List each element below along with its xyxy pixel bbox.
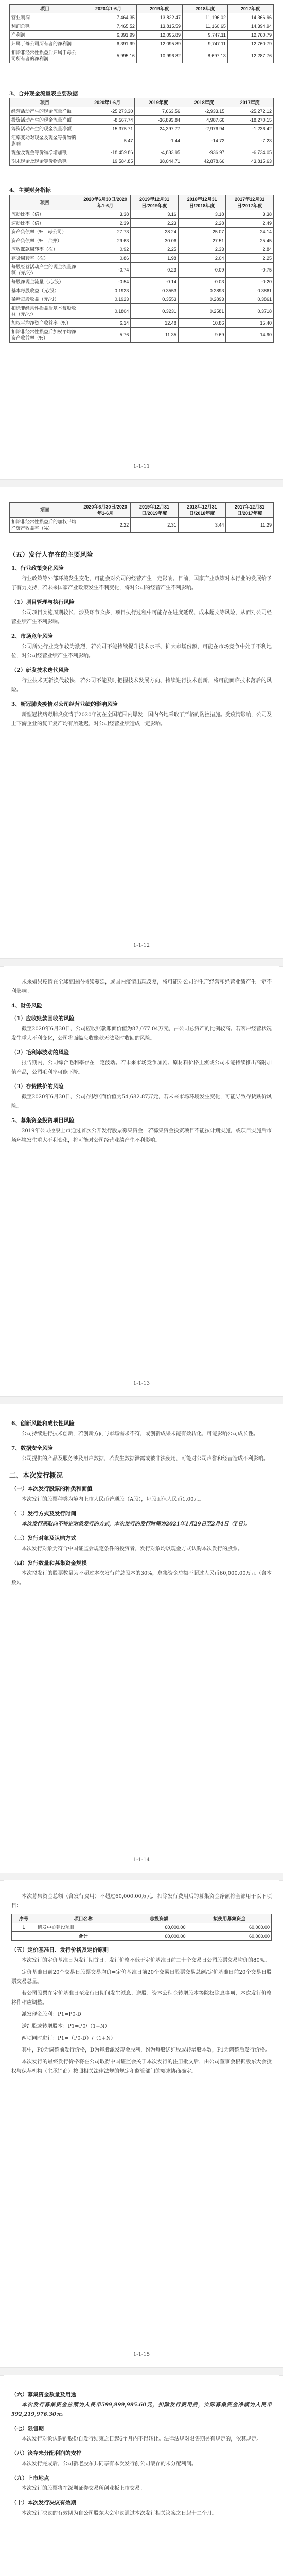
table-row xyxy=(10,107,274,116)
table-row xyxy=(10,245,274,254)
table-cell: 9,747.11 xyxy=(183,31,228,40)
subsection-heading: （2）毛利率波动的风险 xyxy=(11,1049,69,1056)
body-paragraph: 本次发行募集资金总额为人民币599,999,995.60元，扣除发行费用后，实际募集资金净额为人民币592,219,976.30元。 xyxy=(11,2402,272,2417)
table-header-cell: 2018年度 xyxy=(183,5,228,13)
body-paragraph: 截至2020年6月30日，公司应收账款账面价值为87,077.04万元，占公司总资产的比例较高。若客户经营状况发生重大不利变化，公司将面临应收账款无法及时收回的风险。 xyxy=(11,1026,272,1041)
table-cell: 60,000.00 xyxy=(187,1932,272,1941)
table-cell xyxy=(12,1932,36,1941)
subsection-heading: （七）限售期 xyxy=(11,2426,44,2432)
table-header-cell: 2018年度 xyxy=(182,98,226,107)
body-paragraph: 本次发行的股票将在深圳证券交易所创业板上市交易。 xyxy=(22,2486,145,2492)
body-paragraph: 公司项目实施周期较长，涉及环节众多，项目执行过程中可能存在进度延误、成本超支等风险，从而对公司经营业绩产生不利影响。 xyxy=(11,610,272,625)
table-cell: 27.51 xyxy=(178,236,226,245)
table-cell: -0.20 xyxy=(226,278,274,286)
subsection-heading: 5、募集资金投资项目风险 xyxy=(11,1117,75,1124)
table-header-cell: 拟使用募集资金 xyxy=(187,1914,272,1923)
document-page-4 xyxy=(4,1404,279,1873)
table-row xyxy=(10,263,274,278)
table-cell: 现金及现金等价物净增加额 xyxy=(10,148,80,157)
table-cell: 研发中心建设项目 xyxy=(36,1923,131,1932)
table-cell: 3.16 xyxy=(131,210,179,219)
table-cell: 0.86 xyxy=(80,254,131,263)
table-header-row xyxy=(10,503,274,518)
subsection-heading: （1）应收账款回收的风险 xyxy=(11,1015,75,1022)
document-page-5 xyxy=(4,1880,279,2367)
table-row xyxy=(10,304,274,319)
subsection-heading: （十）本次发行决议有效期 xyxy=(11,2500,76,2506)
document-page-2 xyxy=(4,487,279,958)
table-cell: 投资活动产生的现金流量净额 xyxy=(10,116,80,125)
table-row xyxy=(10,254,274,263)
table-cell: 流动比率（倍） xyxy=(10,210,80,219)
table-cell: 每股经营活动产生的现金流量净额（元/股） xyxy=(10,263,80,278)
page-separator xyxy=(0,2367,283,2376)
table-row xyxy=(10,48,274,63)
table-header-cell: 项目 xyxy=(10,503,80,518)
formula-line: 送红股或转增股本：P1=P0/（1+N） xyxy=(22,2024,110,2029)
table-cell: 应收账款周转率（次） xyxy=(10,245,80,254)
table-cell: 2.22 xyxy=(80,518,131,533)
table-row xyxy=(10,22,274,31)
table-cell: 9,747.11 xyxy=(183,40,228,48)
subsection-heading: （五）定价基准日、发行价格及定价原则 xyxy=(11,1947,109,1953)
table-cell: 5.76 xyxy=(80,328,131,343)
table-cell: 0.92 xyxy=(80,245,131,254)
body-paragraph: 本次募集资金总额（含发行费用）不超过60,000.00万元，扣除发行费用后的募集资金净额将全部用于以下项目： xyxy=(11,1894,272,1909)
table-cell: 2.25 xyxy=(226,254,274,263)
table-cell: 期末现金及现金等价物余额 xyxy=(10,157,80,166)
table-cell: 12.48 xyxy=(131,319,179,328)
body-paragraph: 本次发行的股票种类为境内上市人民币普通股（A股），每股面值人民币1.00元。 xyxy=(22,1497,204,1502)
table-cell: 25.07 xyxy=(178,228,226,236)
table-row xyxy=(12,1932,272,1941)
table-header-cell: 2019年12月31日/2019年度 xyxy=(131,195,179,210)
table-cell: 2.04 xyxy=(178,254,226,263)
table-cell: 60,000.00 xyxy=(187,1923,272,1932)
body-paragraph: 本次发行对象为符合中国证监会规定条件的投资者，发行对象均以现金方式认购本次发行的股票。 xyxy=(22,1546,243,1552)
table-cell: 1 xyxy=(12,1923,36,1932)
table-cell: 6.14 xyxy=(80,319,131,328)
table-header-cell: 2019年度 xyxy=(136,5,182,13)
body-paragraph: 本次拟发行的股票数量为不超过本次发行前总股本的30%，募集资金总额不超过人民币60,000.00万元（含本数）。 xyxy=(11,1571,272,1586)
body-paragraph: 未来如果疫情在全球范围内持续蔓延，或国内疫情出现反复，将可能对公司的生产经营和经营业绩产生一定不利影响。 xyxy=(11,979,272,994)
subsection-heading: （1）项目管理与执行风险 xyxy=(11,599,75,605)
body-paragraph: 公司所处行业竞争较为激烈，若公司不能持续提升技术水平、扩大市场份额，可能在市场竞争中处于不利地位，对公司经营业绩产生不利影响。 xyxy=(11,644,272,659)
table-cell: 24,397.77 xyxy=(135,125,182,133)
table-header-cell: 项目 xyxy=(10,98,80,107)
table-cell: 合计 xyxy=(36,1932,131,1941)
roe-table xyxy=(9,502,274,533)
table-header-cell: 总投资额 xyxy=(131,1914,187,1923)
table-cell: 42,878.66 xyxy=(182,157,226,166)
table-header-cell: 序号 xyxy=(12,1914,36,1923)
subsection-heading: 3、新冠肺炎疫情对公司经营业绩的影响风险 xyxy=(11,701,118,707)
table-cell: 11,196.02 xyxy=(183,13,228,22)
page-number: 1-1-14 xyxy=(133,1857,150,1863)
table-cell: 12,760.79 xyxy=(227,31,273,40)
table-cell: 13,822.47 xyxy=(136,13,182,22)
table-row xyxy=(10,295,274,304)
body-paragraph: 新型冠状病毒肺炎疫情于2020年初在全国范围内爆发，国内各地采取了严格的防控措施。受疫情影响，公司及上下游企业的复工复产均有所延迟，对公司经营业绩造成一定影响。 xyxy=(11,712,272,727)
body-paragraph: 行业政策等外部环境发生变化，可能会对公司的经营产生一定影响。目前，国家产业政策对本行业的发展给予了有力支持，若未来国家产业政策发生不利变化，将对公司的经营产生不利影响。 xyxy=(11,576,272,591)
page-separator xyxy=(0,1873,283,1881)
table-cell: -18,459.86 xyxy=(80,148,135,157)
table-cell: 43,815.63 xyxy=(226,157,274,166)
table-cell: -1.44 xyxy=(135,133,182,148)
table-header-cell: 2019年度 xyxy=(135,98,182,107)
table-cell: 29.63 xyxy=(80,236,131,245)
table-row xyxy=(10,278,274,286)
table-header-row xyxy=(10,5,274,13)
table-header-cell: 2017年度 xyxy=(227,5,273,13)
table-row xyxy=(10,210,274,219)
table-cell: -4,833.95 xyxy=(135,148,182,157)
table-cell: -0.74 xyxy=(80,263,131,278)
income-statement-table xyxy=(9,4,274,63)
table-cell: 资产负债率（%，合并） xyxy=(10,236,80,245)
table-header-cell: 2018年12月31日/2018年度 xyxy=(178,503,226,518)
table-row xyxy=(10,236,274,245)
table-cell: 扣除非经常性损益后加权平均净资产收益率（%） xyxy=(10,328,80,343)
table-cell: 12,287.76 xyxy=(227,48,273,63)
financial-indicators-table xyxy=(9,195,274,343)
table-cell: 15.40 xyxy=(226,319,274,328)
table-cell: 9.69 xyxy=(178,328,226,343)
table-header-cell: 2017年12月31日/2017年度 xyxy=(226,195,274,210)
table-cell: 筹资活动产生的现金流量净额 xyxy=(10,125,80,133)
table-cell: -0.14 xyxy=(131,278,179,286)
table-cell: 0.1923 xyxy=(80,286,131,295)
table-cell: 2.31 xyxy=(131,518,179,533)
page-separator xyxy=(0,958,283,967)
document-page-1 xyxy=(4,0,279,479)
table-header-cell: 2020年1-6月 xyxy=(80,5,137,13)
body-paragraph: 公司持续进行技术创新，若创新方向与市场需求不符，或创新成果未能有效转化，可能影响公司成长性。 xyxy=(22,1431,258,1437)
table-cell: 归属于母公司所有者的净利润 xyxy=(10,40,80,48)
table-row xyxy=(10,328,274,343)
table-row xyxy=(10,13,274,22)
table-cell: 0.1923 xyxy=(80,295,131,304)
table-cell: 11,160.65 xyxy=(183,22,228,31)
body-paragraph: 本次发行采取向不特定对象发行的方式，本次发行的发行时间为2021年1月29日至2月4日（T日）。 xyxy=(22,1521,251,1527)
table-cell: 2.23 xyxy=(131,219,179,228)
table-cell: 5,995.16 xyxy=(80,48,137,63)
table-cell: 12,760.79 xyxy=(227,40,273,48)
table-row xyxy=(10,286,274,295)
table-cell: 12,095.89 xyxy=(136,40,182,48)
subsection-heading: 2、市场竞争风险 xyxy=(11,633,53,639)
body-paragraph: 本次发行决议的有效期为自公司股东大会审议通过本次发行相关议案之日起十二个月。 xyxy=(22,2511,217,2516)
table-cell: 13,815.59 xyxy=(136,22,182,31)
table-row xyxy=(10,518,274,533)
table-cell: -8,567.74 xyxy=(80,116,135,125)
table-cell: 加权平均净资产收益率（%） xyxy=(10,319,80,328)
table-header-cell: 2020年6月30日/2020年1-6月 xyxy=(80,195,131,210)
table-cell: 19,584.85 xyxy=(80,157,135,166)
table-header-row xyxy=(12,1914,272,1923)
table-cell: 营业利润 xyxy=(10,13,80,22)
table-cell: 0.3553 xyxy=(131,286,179,295)
table-row xyxy=(10,157,274,166)
table-cell: 扣除非经常性损益后归属于母公司所有者的净利润 xyxy=(10,48,80,63)
table-cell: 2.33 xyxy=(178,245,226,254)
table-cell: 27.73 xyxy=(80,228,131,236)
table-header-row xyxy=(10,98,274,107)
table-cell: 25.45 xyxy=(226,236,274,245)
table-cell: -25,272.12 xyxy=(226,107,274,116)
table-cell: 7,663.56 xyxy=(135,107,182,116)
table-cell: 15,375.71 xyxy=(80,125,135,133)
body-paragraph: 本次发行对象认购的股份自发行结束之日起6个月内不得转让。法律法规对限售期另有规定的，依其规定。 xyxy=(22,2436,262,2442)
subsection-heading: （一）本次发行股票的种类和面值 xyxy=(11,1486,93,1492)
table-row xyxy=(10,125,274,133)
table-row xyxy=(10,219,274,228)
table-cell: -0.03 xyxy=(178,278,226,286)
table-cell: -18,270.15 xyxy=(226,116,274,125)
table-cell: 0.2581 xyxy=(178,304,226,319)
page-separator xyxy=(0,1396,283,1404)
table-cell: 11.29 xyxy=(226,518,274,533)
table-cell: -7.23 xyxy=(226,133,274,148)
table-cell: 10,996.82 xyxy=(136,48,182,63)
table-row xyxy=(10,148,274,157)
table-cell: 10.86 xyxy=(178,319,226,328)
body-paragraph: 本次发行的定价基准日为发行期首日。发行价格不低于定价基准日前二十个交易日公司股票交易均价的80%。 xyxy=(22,1958,270,1963)
table-cell: -36,893.84 xyxy=(135,116,182,125)
table-cell: 经营活动产生的现金流量净额 xyxy=(10,107,80,116)
body-paragraph: 报告期内，公司综合毛利率存在一定波动。若未来市场竞争加剧、原材料价格上涨或公司未能持续推出高附加值产品，公司毛利率可能下降。 xyxy=(11,1060,272,1075)
subsection-heading: （二）发行方式及发行时间 xyxy=(11,1511,76,1517)
formula-line: 派发现金股利：P1=P0-D xyxy=(22,2012,81,2018)
table-cell: 28.24 xyxy=(131,228,179,236)
table-cell: 60,000.00 xyxy=(131,1923,187,1932)
table-cell: 5.47 xyxy=(80,133,135,148)
table-header-cell: 项目名称 xyxy=(36,1914,131,1923)
table-cell: 2.39 xyxy=(80,219,131,228)
page-number: 1-1-13 xyxy=(133,1381,150,1386)
table-cell: 38,044.71 xyxy=(135,157,182,166)
document-page-6 xyxy=(4,2375,279,2576)
subsection-heading: （三）发行对象及认购方式 xyxy=(11,1535,76,1541)
table-cell: 扣除非经常性损益后的加权平均净资产收益率（%） xyxy=(10,518,80,533)
subsection-heading: 1、行业政策变化风险 xyxy=(11,565,64,571)
table-cell: 存货周转率（次） xyxy=(10,254,80,263)
body-paragraph: 本次发行完成后，公司新老股东共同享有本次发行前公司滚存的未分配利润。 xyxy=(22,2461,197,2467)
table-cell: 30.06 xyxy=(131,236,179,245)
table-cell: 14,394.94 xyxy=(227,22,273,31)
table-cell: 资产负债率（%，母公司） xyxy=(10,228,80,236)
table-cell: -25,273.30 xyxy=(80,107,135,116)
table-cell: 0.3553 xyxy=(131,295,179,304)
subsection-heading: （六）募集资金数量及用途 xyxy=(11,2392,76,2398)
table-header-cell: 项目 xyxy=(10,195,80,210)
formula-line: 两项同时进行：P1=（P0-D）/（1+N） xyxy=(22,2036,116,2041)
page-number: 1-1-11 xyxy=(133,464,150,469)
table-header-cell: 2017年12月31日/2017年度 xyxy=(226,503,274,518)
cash-flow-table xyxy=(9,98,274,166)
table-cell: 利润总额 xyxy=(10,22,80,31)
table-cell: 净利润 xyxy=(10,31,80,40)
body-paragraph: 截至2020年6月30日，公司存货账面价值为54,682.87万元，若未来市场环境发生变化，可能导致存货跌价风险。 xyxy=(11,1094,272,1109)
table-row xyxy=(10,31,274,40)
table-cell: 0.3861 xyxy=(226,295,274,304)
table-cell: 2.49 xyxy=(226,219,274,228)
table-cell: 12,095.89 xyxy=(136,31,182,40)
table-row xyxy=(10,228,274,236)
table-cell: 基本每股收益（元/股） xyxy=(10,286,80,295)
table-cell: 14,366.96 xyxy=(227,13,273,22)
table-cell: -2,976.94 xyxy=(182,125,226,133)
subsection-heading: （九）上市地点 xyxy=(11,2475,49,2481)
body-paragraph: 定价基准日前20个交易日股票交易均价=定价基准日前20个交易日股票交易总额/定价基准日前20个交易日股票交易总量。 xyxy=(11,1970,272,1985)
page-number: 1-1-12 xyxy=(133,943,150,948)
body-paragraph: 公司提供的产品及服务涉及用户数据，若发生数据泄露或被非法使用，可能对公司声誉和经营造成不利影响。 xyxy=(22,1456,269,1462)
table-cell: 6,391.99 xyxy=(80,31,137,40)
table-cell: 0.2893 xyxy=(178,295,226,304)
subsection-heading: 7、数据安全风险 xyxy=(11,1445,53,1451)
document-page-3 xyxy=(4,966,279,1396)
body-paragraph: 2019年公司控股上市通过首次公开发行股票募集资金，若募集资金投资项目不能按计划实施，或项目实施后市场环境发生重大不利变化，将可能对公司经营业绩产生不利影响。 xyxy=(11,1128,272,1143)
table-header-cell: 2018年12月31日/2018年度 xyxy=(178,195,226,210)
table-row xyxy=(10,133,274,148)
body-paragraph: 若公司股票在定价基准日至发行日期间发生派息、送股、资本公积金转增股本等除权除息事项，本次发行价格将作相应调整。 xyxy=(11,1991,272,2006)
table-cell: 2.25 xyxy=(131,245,179,254)
table-cell: 每股净现金流量（元/股） xyxy=(10,278,80,286)
table-cell: 24.14 xyxy=(226,228,274,236)
table-header-cell: 2020年6月30日/2020年1-6月 xyxy=(80,503,131,518)
table-cell: 0.2893 xyxy=(178,286,226,295)
table-cell: 速动比率（倍） xyxy=(10,219,80,228)
table-cell: 汇率变动对现金及现金等价物的影响 xyxy=(10,133,80,148)
table-header-cell: 项目 xyxy=(10,5,80,13)
table-cell: -936.97 xyxy=(182,148,226,157)
table-cell: 8,697.13 xyxy=(183,48,228,63)
table-cell: -14.72 xyxy=(182,133,226,148)
table-cell: 扣除非经常性损益后基本每股收益（元/股） xyxy=(10,304,80,319)
table-cell: 稀释每股收益（元/股） xyxy=(10,295,80,304)
table-cell: 3.38 xyxy=(226,210,274,219)
section-heading: （五）发行人存在的主要风险 xyxy=(9,551,93,558)
table-cell: 6,391.99 xyxy=(80,40,137,48)
subsection-heading: （四）发行数量和募集资金规模 xyxy=(11,1560,87,1566)
subsection-heading: 4、财务风险 xyxy=(11,1003,42,1009)
table-header-cell: 2019年12月31日/2019年度 xyxy=(131,503,179,518)
table-cell: 0.23 xyxy=(131,263,179,278)
body-paragraph: 其中，P0为调整前发行价格，D为每股派发现金股利，N为每股送红股或转增股本数，P1为调整后发行价格。 xyxy=(22,2047,270,2053)
table-row xyxy=(10,40,274,48)
body-paragraph: 行业技术更新换代较快，若公司不能及时把握技术发展方向、持续进行技术创新，将可能面临技术落后的风险。 xyxy=(11,678,272,693)
table-cell: 4,987.66 xyxy=(182,116,226,125)
table-cell: 3.18 xyxy=(178,210,226,219)
section-heading: 4、主要财务指标 xyxy=(9,187,51,193)
table-cell: 14.90 xyxy=(226,328,274,343)
table-cell: 11.35 xyxy=(131,328,179,343)
table-cell: 7,464.35 xyxy=(80,13,137,22)
table-cell: 3.44 xyxy=(178,518,226,533)
table-header-cell: 2017年度 xyxy=(226,98,274,107)
table-row xyxy=(12,1923,272,1932)
section-heading: 3、合并现金流量表主要数据 xyxy=(9,91,78,97)
subsection-heading: （八）滚存未分配利润的安排 xyxy=(11,2450,82,2456)
page-number: 1-1-15 xyxy=(133,2352,150,2358)
table-cell: 0.3231 xyxy=(131,304,179,319)
table-cell: 7,465.52 xyxy=(80,22,137,31)
table-cell: 0.3718 xyxy=(226,304,274,319)
body-paragraph: 本次发行的最终发行价格将在公司取得中国证监会关于本次发行的注册批文后，由公司董事会根据股东大会授权与保荐机构（主承销商）按照相关法律法规的规定和监管部门的要求协商确定。 xyxy=(11,2059,272,2074)
table-cell: -0.75 xyxy=(226,263,274,278)
table-cell: 0.3861 xyxy=(226,286,274,295)
table-cell: -6,734.05 xyxy=(226,148,274,157)
table-cell: 1.98 xyxy=(131,254,179,263)
table-cell: 0.1804 xyxy=(80,304,131,319)
section-heading: 二、本次发行概况 xyxy=(9,1472,63,1480)
subsection-heading: 6、创新风险和成长性风险 xyxy=(11,1420,75,1427)
table-cell: 3.38 xyxy=(80,210,131,219)
page-separator xyxy=(0,479,283,487)
table-header-row xyxy=(10,195,274,210)
table-cell: -0.54 xyxy=(80,278,131,286)
table-cell: -0.09 xyxy=(178,263,226,278)
table-row xyxy=(10,319,274,328)
table-cell: -2,933.15 xyxy=(182,107,226,116)
table-header-cell: 2020年1-6月 xyxy=(80,98,135,107)
table-cell: 60,000.00 xyxy=(131,1932,187,1941)
table-row xyxy=(10,116,274,125)
fund-use-table xyxy=(11,1914,272,1941)
table-cell: 2.84 xyxy=(226,245,274,254)
table-cell: 2.28 xyxy=(178,219,226,228)
table-cell: -1,236.42 xyxy=(226,125,274,133)
subsection-heading: （2）研发技术迭代风险 xyxy=(11,667,69,673)
subsection-heading: （3）存货跌价的风险 xyxy=(11,1083,64,1090)
